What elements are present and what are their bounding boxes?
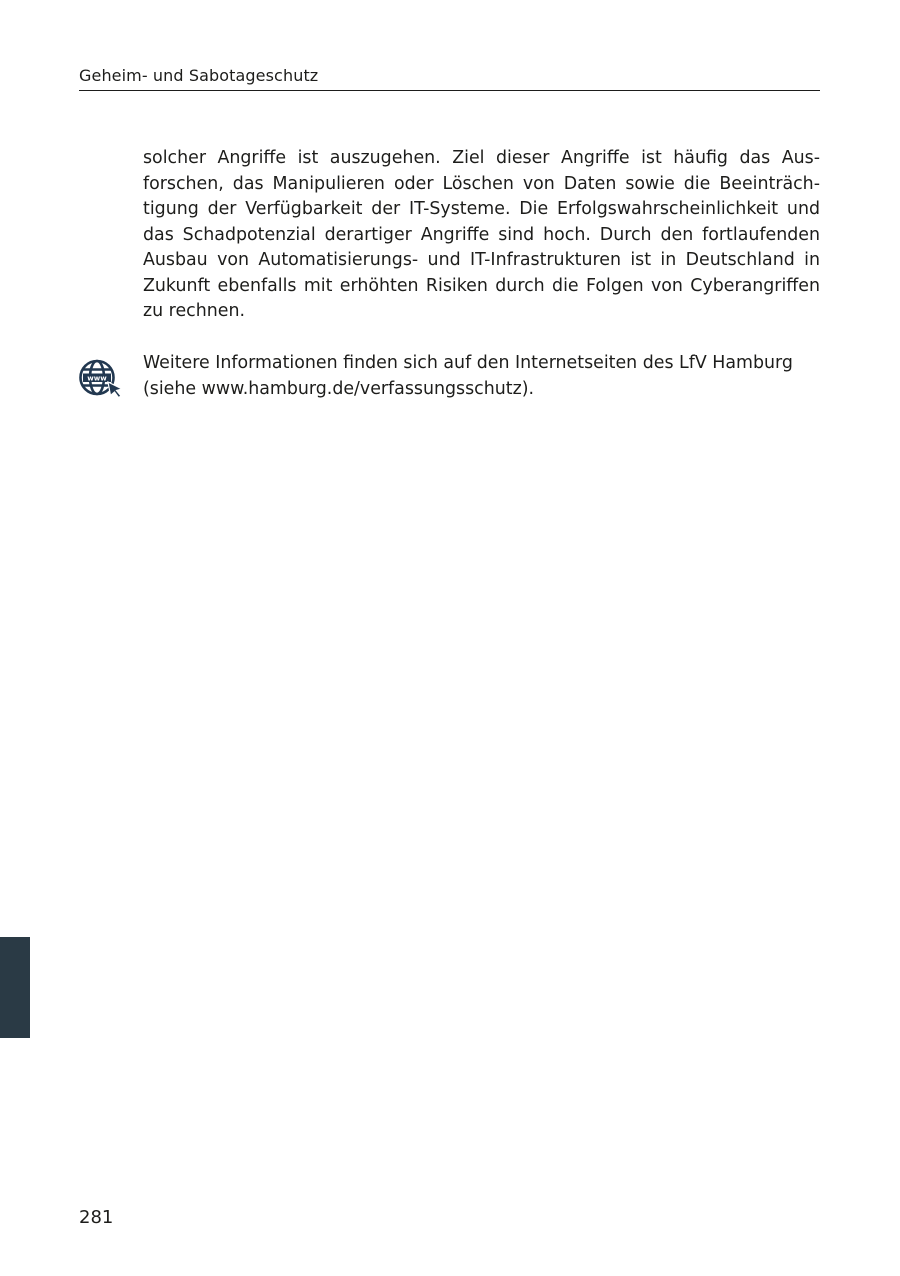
chapter-thumb-tab bbox=[0, 937, 30, 1038]
globe-www-icon bbox=[78, 358, 124, 398]
cursor-arrow bbox=[108, 382, 122, 398]
body-paragraph-cyberattacks: solcher Angriffe ist auszugehen. Ziel dieser Angriffe ist häufig das Ausforschen, das Manipulieren oder Löschen von Daten sowie die Beeinträchtigung der Verfügbarkeit der IT-Systeme. Die Erfolgswahrscheinlichkeit und das Schadpotenzial derartiger Angriffe sind hoch. Durch den fortlaufenden Ausbau von Automatisierungs- und IT-Infrastrukturen ist in Deutschland in Zukunft ebenfalls mit erhöhten Risiken durch die Folgen von Cyberangriffen zu rechnen. bbox=[143, 148, 820, 321]
running-head-title: Geheim- und Sabotageschutz bbox=[79, 66, 319, 85]
header-rule bbox=[79, 90, 820, 91]
page-number: 281 bbox=[79, 1207, 114, 1228]
body-paragraph-further-info: Weitere Informationen finden sich auf den Internetseiten des LfV Hamburg (siehe www.hamburg.de/verfassungsschutz). bbox=[143, 353, 793, 399]
www-label: www bbox=[87, 374, 107, 383]
